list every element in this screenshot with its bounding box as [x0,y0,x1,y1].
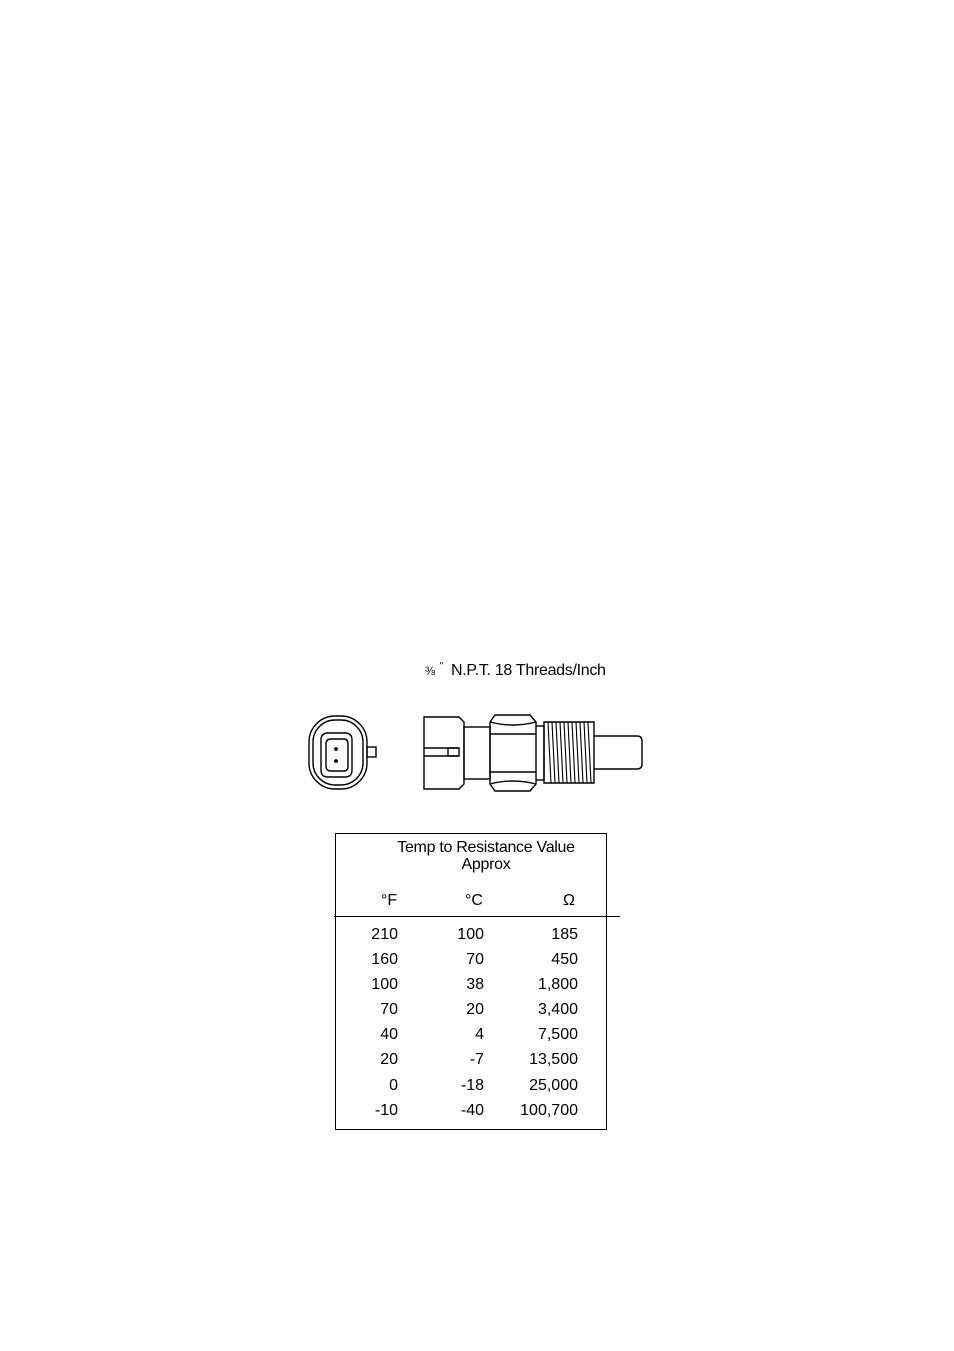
header-celsius: °C [465,892,483,909]
table-row [336,951,606,976]
cell-celsius: 38 [466,976,484,994]
cell-fahrenheit: 210 [371,926,398,943]
cell-fahrenheit: 70 [380,1001,398,1019]
table-row [336,926,606,951]
header-divider [334,916,620,917]
cell-fahrenheit: 0 [389,1076,398,1094]
cell-ohms: 13,500 [529,1051,578,1069]
table-row [336,1026,606,1051]
cell-fahrenheit: 40 [380,1026,398,1044]
cell-ohms: 25,000 [529,1076,578,1094]
table-title [336,839,636,873]
cell-celsius: 20 [466,1001,484,1019]
thread-size-fraction: ⅜ [425,664,435,678]
table-row [336,1051,606,1076]
cell-ohms: 185 [551,926,578,943]
cell-celsius: -18 [460,1076,484,1094]
cell-fahrenheit: 20 [380,1051,398,1069]
resistance-table [335,833,607,1130]
table-rows [336,926,606,1127]
cell-fahrenheit: 160 [371,951,398,969]
sensor-side-view [424,715,642,791]
cell-ohms: 100,700 [520,1101,578,1119]
table-row [336,1077,606,1102]
table-row [336,1102,606,1127]
thread-spec-text: N.P.T. 18 Threads/Inch [450,662,606,679]
cell-celsius: 70 [466,951,484,969]
cell-celsius: -40 [460,1101,484,1119]
inch-mark: " [439,661,443,672]
table-title-line2: Approx [461,856,511,873]
cell-celsius: 4 [475,1026,484,1044]
cell-ohms: 3,400 [537,1001,578,1019]
header-fahrenheit: °F [381,892,398,909]
cell-ohms: 450 [551,951,578,969]
table-title-line1: Temp to Resistance Value [397,839,575,856]
cell-fahrenheit: -10 [374,1101,398,1119]
cell-celsius: 100 [457,926,484,943]
table-row [336,1001,606,1026]
header-ohms: Ω [563,892,575,909]
cell-celsius: -7 [469,1051,484,1069]
cell-fahrenheit: 100 [371,976,398,994]
cell-ohms: 7,500 [537,1026,578,1044]
table-row [336,976,606,1001]
cell-ohms: 1,800 [537,976,578,994]
connector-end-view [309,716,376,789]
